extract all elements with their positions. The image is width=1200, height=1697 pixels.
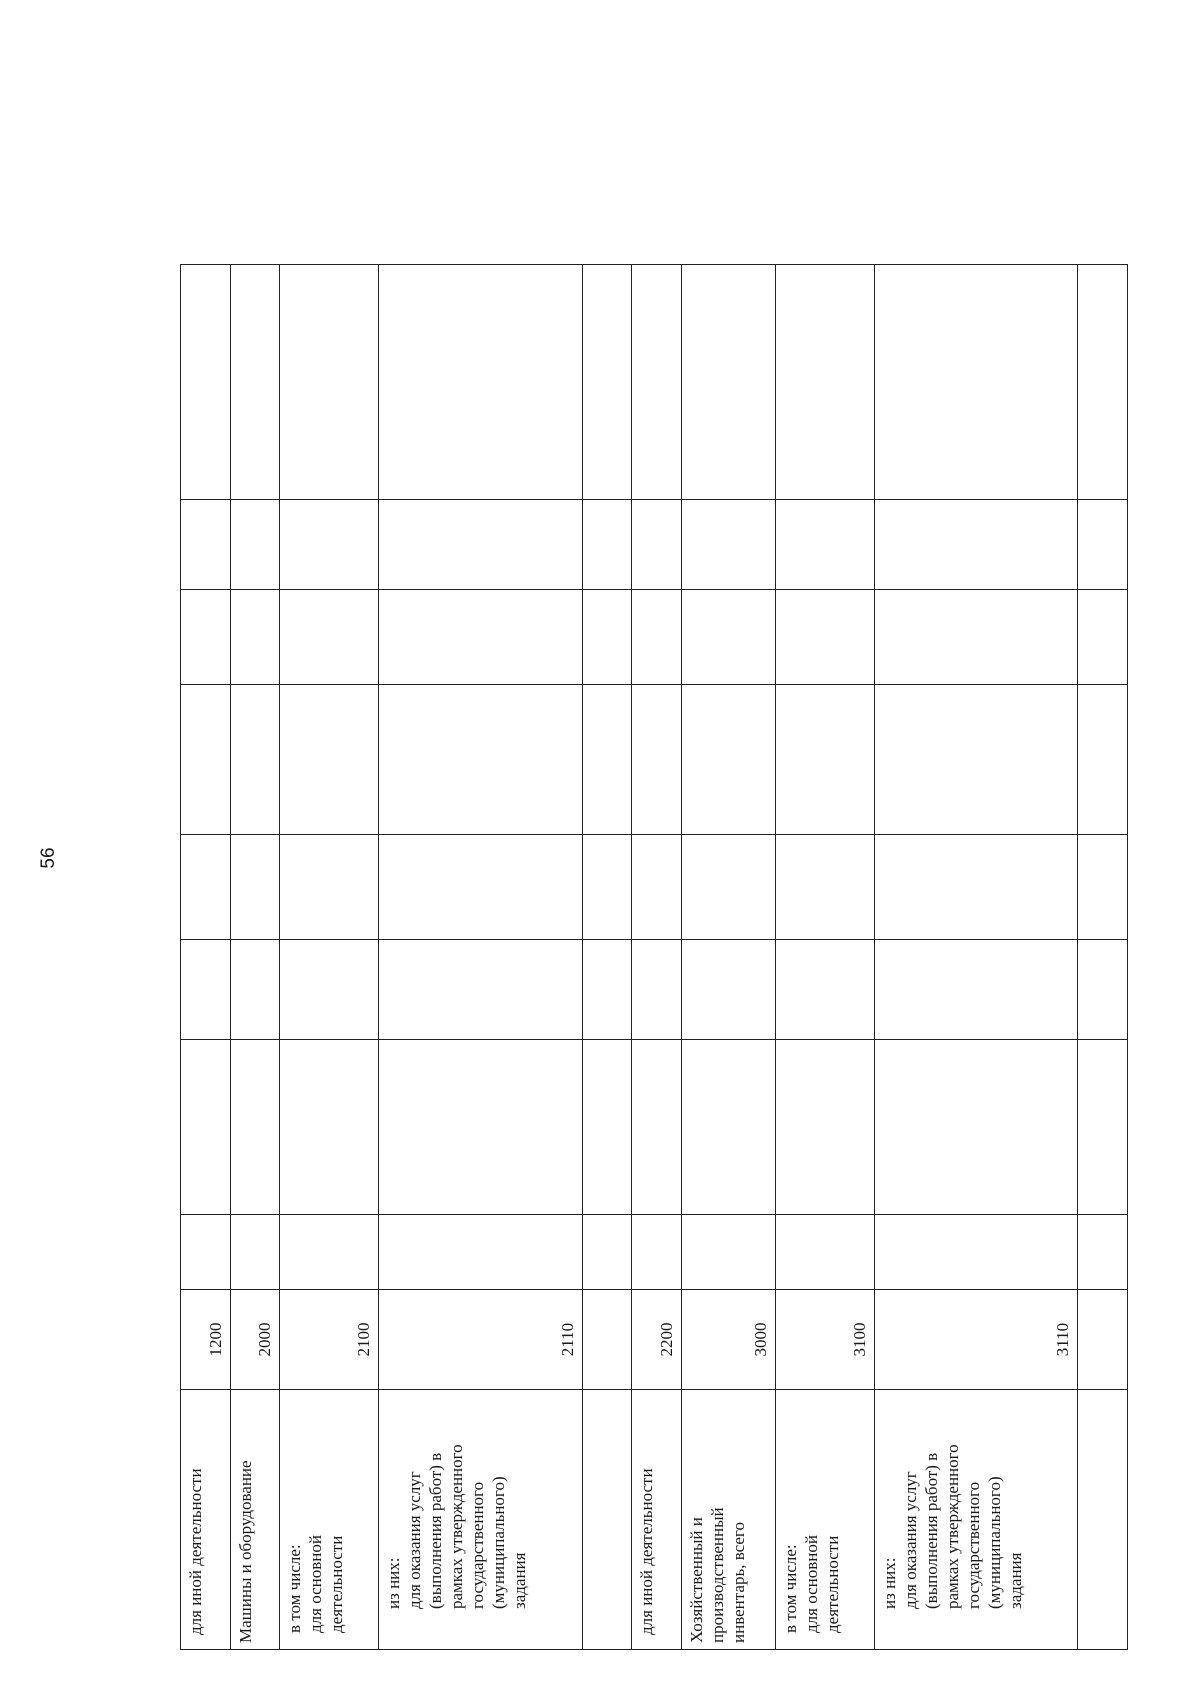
value-cell (379, 1215, 583, 1290)
value-cell (582, 685, 632, 835)
row-label-line: для оказания услуг (405, 1471, 425, 1609)
page-number: 56 (38, 847, 59, 869)
value-cell (632, 1215, 682, 1290)
row-code: 3000 (750, 1322, 770, 1357)
row-label-cell (632, 1390, 682, 1650)
value-cell (230, 265, 280, 500)
row-code-cell (280, 1290, 379, 1390)
value-cell (874, 835, 1078, 940)
value-cell (379, 1040, 583, 1215)
row-label-line: производственный (707, 1507, 727, 1643)
value-cell (874, 940, 1078, 1040)
value-cell (582, 265, 632, 500)
value-cell (874, 500, 1078, 590)
row-label-line: Машины и оборудование (235, 1460, 255, 1643)
row-label-line: деятельности (822, 1535, 842, 1633)
value-cell (379, 590, 583, 685)
value-cell (681, 1215, 775, 1290)
value-cell (1078, 590, 1128, 685)
row-code-cell (632, 1290, 682, 1390)
row-label-line: из них: (879, 1557, 899, 1609)
value-cell (775, 500, 874, 590)
value-cell (632, 1040, 682, 1215)
row-label-line: Хозяйственный и (686, 1517, 706, 1643)
value-cell (681, 500, 775, 590)
row-label-line: (выполнения работ) в (426, 1452, 446, 1609)
value-cell (230, 835, 280, 940)
row-label-cell (280, 1390, 379, 1650)
value-cell (775, 590, 874, 685)
value-cell (181, 265, 231, 500)
value-cell (632, 500, 682, 590)
value-cell (1078, 265, 1128, 500)
table-row (632, 265, 682, 1650)
table-row (681, 265, 775, 1650)
value-cell (280, 500, 379, 590)
value-cell (1078, 685, 1128, 835)
row-code: 2100 (354, 1322, 374, 1357)
value-cell (632, 265, 682, 500)
table-row (280, 265, 379, 1650)
value-cell (280, 940, 379, 1040)
value-cell (280, 265, 379, 500)
value-cell (379, 685, 583, 835)
value-cell (582, 940, 632, 1040)
row-label-line: рамках утвержденного (942, 1444, 962, 1609)
value-cell (181, 835, 231, 940)
value-cell (230, 940, 280, 1040)
value-cell (1078, 835, 1128, 940)
value-cell (230, 1040, 280, 1215)
rotated-table-frame (180, 265, 1128, 1650)
row-label-cell (681, 1390, 775, 1650)
row-code-cell (775, 1290, 874, 1390)
value-cell (582, 1040, 632, 1215)
row-label-cell (775, 1390, 874, 1650)
row-label-line: деятельности (327, 1535, 347, 1633)
row-label-line: рамках утвержденного (447, 1444, 467, 1609)
value-cell (775, 940, 874, 1040)
value-cell (280, 835, 379, 940)
value-cell (379, 265, 583, 500)
assets-table (180, 264, 1128, 1650)
row-label-line: задания (510, 1552, 530, 1609)
row-label-cell (874, 1390, 1078, 1650)
value-cell (181, 1040, 231, 1215)
row-label-cell (379, 1390, 583, 1650)
value-cell (230, 685, 280, 835)
table-row (775, 265, 874, 1650)
value-cell (181, 590, 231, 685)
value-cell (874, 685, 1078, 835)
value-cell (181, 685, 231, 835)
value-cell (632, 685, 682, 835)
value-cell (681, 265, 775, 500)
value-cell (632, 590, 682, 685)
row-label-line: для иной деятельности (637, 1468, 657, 1635)
row-label-line: для оказания услуг (900, 1471, 920, 1609)
row-label-cell (230, 1390, 280, 1650)
value-cell (582, 500, 632, 590)
table-row (230, 265, 280, 1650)
value-cell (230, 500, 280, 590)
value-cell (1078, 1215, 1128, 1290)
value-cell (874, 265, 1078, 500)
row-label-line: для иной деятельности (186, 1468, 205, 1635)
row-label-line: инвентарь, всего (728, 1522, 748, 1643)
row-code: 2000 (255, 1322, 275, 1357)
row-label-line: государственного (963, 1481, 983, 1609)
row-code: 1200 (205, 1322, 225, 1357)
value-cell (582, 835, 632, 940)
row-label-line: (выполнения работ) в (921, 1452, 941, 1609)
value-cell (681, 835, 775, 940)
row-code-cell (681, 1290, 775, 1390)
row-code: 3100 (849, 1322, 869, 1357)
value-cell (280, 590, 379, 685)
row-code-cell (874, 1290, 1078, 1390)
row-label-line: (муниципального) (489, 1476, 509, 1609)
table-container (180, 265, 1128, 1650)
table-row (582, 265, 632, 1650)
value-cell (280, 685, 379, 835)
row-code-cell (181, 1290, 231, 1390)
value-cell (280, 1040, 379, 1215)
row-code: 3110 (1053, 1322, 1073, 1357)
value-cell (775, 265, 874, 500)
row-code-cell (230, 1290, 280, 1390)
value-cell (874, 1040, 1078, 1215)
value-cell (775, 685, 874, 835)
value-cell (379, 940, 583, 1040)
value-cell (681, 1040, 775, 1215)
value-cell (775, 835, 874, 940)
value-cell (681, 590, 775, 685)
table-row (1078, 265, 1128, 1650)
table-row (181, 265, 231, 1650)
row-label-line: задания (1005, 1552, 1025, 1609)
row-label-line: из них: (384, 1557, 404, 1609)
row-label-cell (1078, 1390, 1128, 1650)
value-cell (681, 940, 775, 1040)
value-cell (181, 940, 231, 1040)
value-cell (874, 1215, 1078, 1290)
row-label-line: (муниципального) (984, 1476, 1004, 1609)
value-cell (582, 590, 632, 685)
row-label-line: для основной (801, 1535, 821, 1633)
value-cell (874, 590, 1078, 685)
table-row (874, 265, 1078, 1650)
row-code-cell (1078, 1290, 1128, 1390)
value-cell (379, 500, 583, 590)
value-cell (230, 1215, 280, 1290)
value-cell (181, 1215, 231, 1290)
row-code: 2110 (557, 1322, 577, 1357)
row-label-line: в том числе: (780, 1544, 800, 1633)
row-label-cell (181, 1390, 231, 1650)
value-cell (681, 685, 775, 835)
row-label-line: в том числе: (285, 1544, 305, 1633)
value-cell (181, 500, 231, 590)
row-label-line: государственного (468, 1481, 488, 1609)
table-row (379, 265, 583, 1650)
value-cell (1078, 1040, 1128, 1215)
value-cell (1078, 500, 1128, 590)
value-cell (632, 835, 682, 940)
value-cell (379, 835, 583, 940)
value-cell (230, 590, 280, 685)
row-code: 2200 (656, 1322, 676, 1357)
row-label-cell (582, 1390, 632, 1650)
row-code-cell (582, 1290, 632, 1390)
value-cell (280, 1215, 379, 1290)
value-cell (775, 1215, 874, 1290)
value-cell (775, 1040, 874, 1215)
value-cell (632, 940, 682, 1040)
row-label-line: для основной (306, 1535, 326, 1633)
value-cell (1078, 940, 1128, 1040)
value-cell (582, 1215, 632, 1290)
row-code-cell (379, 1290, 583, 1390)
